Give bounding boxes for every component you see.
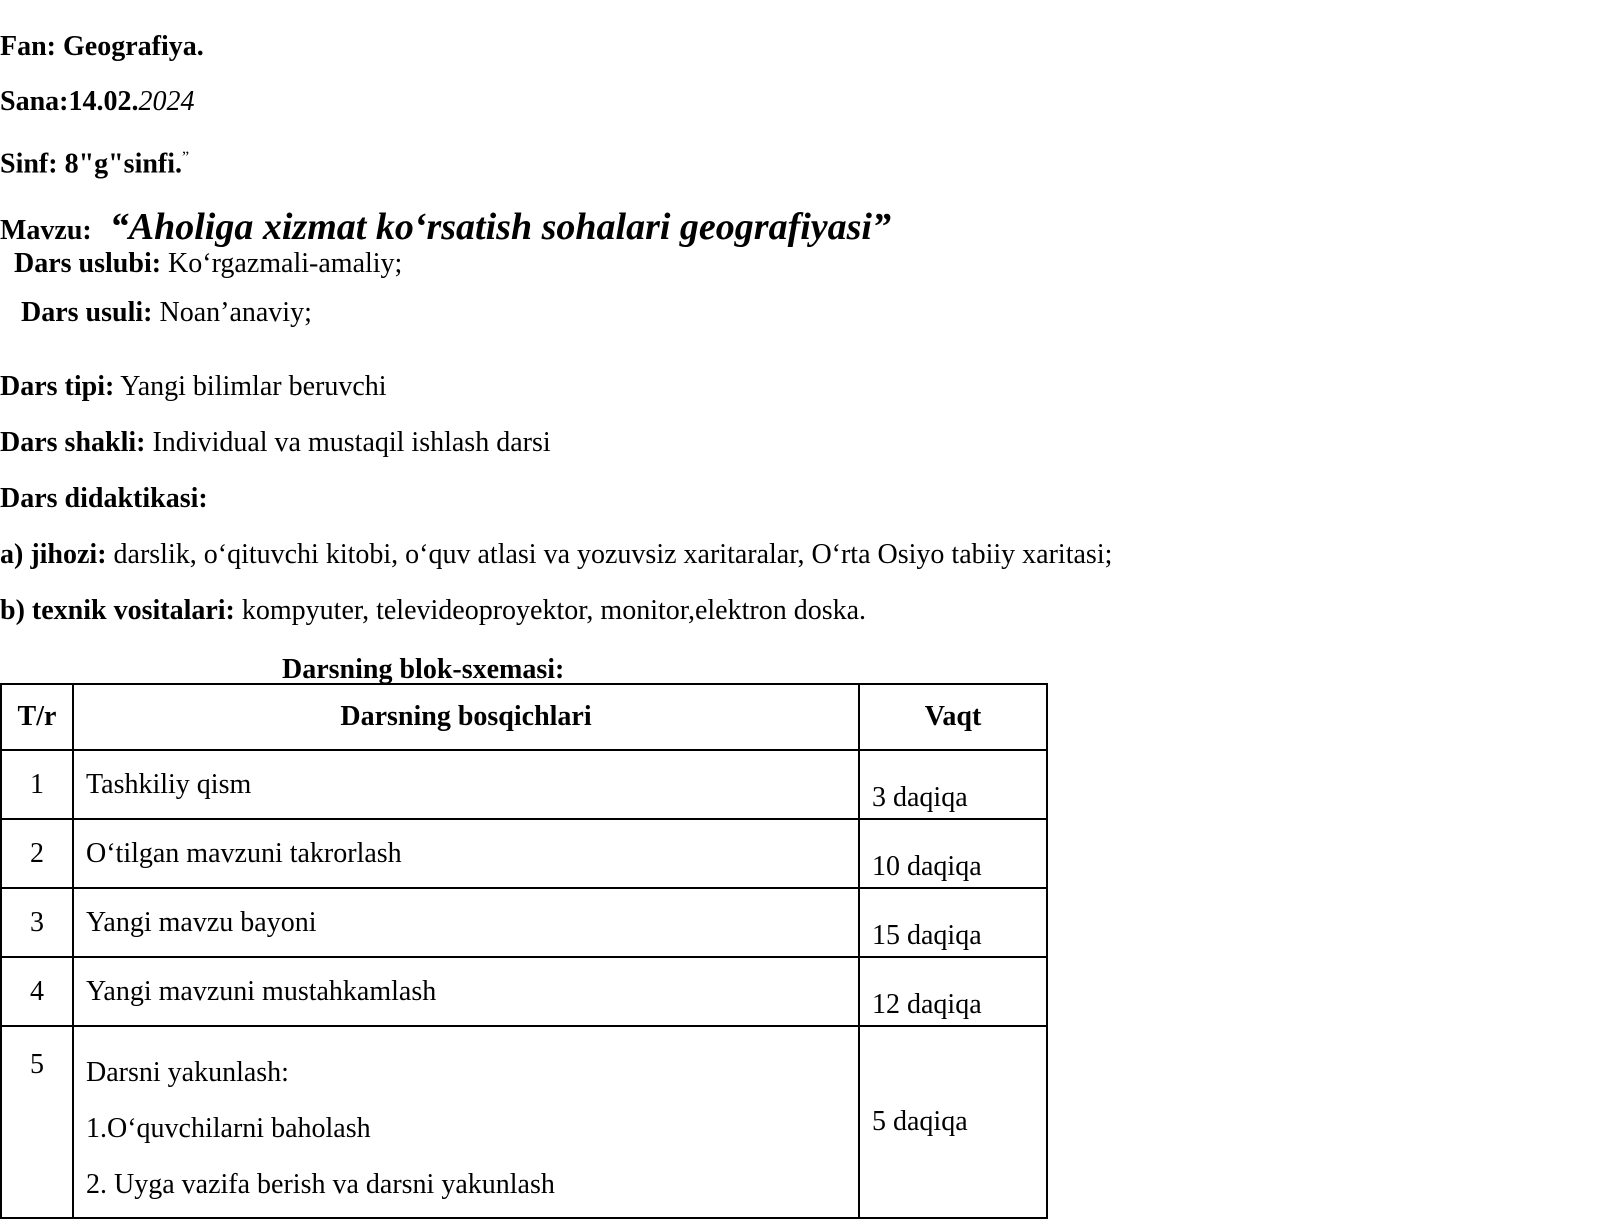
- row-time: 10 daqiqa: [859, 819, 1047, 888]
- row-stage: Tashkiliy qism: [73, 750, 859, 819]
- sinf-value: 8"g"sinfi.: [64, 148, 183, 180]
- jihozi-label: a) jihozi:: [0, 539, 107, 570]
- mavzu-label: Mavzu:: [0, 215, 92, 246]
- tipi-value: Yangi bilimlar beruvchi: [120, 371, 387, 402]
- table-row: [1, 957, 1047, 1026]
- stage-line: 2. Uyga vazifa berish va darsni yakunlash: [86, 1169, 555, 1200]
- texnik-label: b) texnik vositalari:: [0, 595, 235, 626]
- row-num: 5: [1, 1026, 73, 1218]
- row-time: 3 daqiqa: [859, 750, 1047, 819]
- tipi-line: [0, 370, 387, 404]
- texnik-line: [0, 594, 866, 628]
- lesson-scheme-table: [0, 683, 1048, 1219]
- stage-line: 1.O‘quvchilarni baholash: [86, 1113, 371, 1144]
- row-time: 5 daqiqa: [859, 1026, 1047, 1218]
- usuli-value: Noan’anaviy;: [159, 297, 312, 328]
- row-stage: Yangi mavzu bayoni: [73, 888, 859, 957]
- shakli-value: Individual va mustaqil ishlash darsi: [152, 427, 551, 458]
- header-num: T/r: [1, 684, 73, 750]
- table-row: [1, 750, 1047, 819]
- tipi-label: Dars tipi:: [0, 371, 115, 402]
- topic-title: “Aholiga xizmat ko‘rsatish sohalari geografiyasi”: [109, 206, 891, 248]
- usuli-label: Dars usuli:: [21, 297, 153, 328]
- table-row: [1, 819, 1047, 888]
- row-stage-multiline: [73, 1026, 859, 1218]
- didaktika-label: Dars didaktikasi:: [0, 483, 208, 514]
- shakli-label: Dars shakli:: [0, 427, 146, 458]
- uslubi-line: [14, 247, 402, 281]
- row-num: 3: [1, 888, 73, 957]
- row-num: 1: [1, 750, 73, 819]
- shakli-line: [0, 426, 551, 460]
- fan-label: Fan:: [0, 31, 56, 62]
- row-time: 12 daqiqa: [859, 957, 1047, 1026]
- sana-label: Sana:: [0, 86, 69, 117]
- sinf-mark: ”: [182, 149, 190, 166]
- header-time: Vaqt: [859, 684, 1047, 750]
- sana-year: 2024: [138, 86, 195, 117]
- stage-line: Darsni yakunlash:: [86, 1057, 289, 1088]
- scheme-title: Darsning blok-sxemasi:: [282, 654, 565, 685]
- fan-value: Geografiya.: [63, 31, 204, 62]
- sana-value: 14.02.: [68, 86, 139, 117]
- didaktika-line: [0, 482, 208, 516]
- jihozi-line: [0, 538, 1112, 572]
- sinf-label: Sinf:: [0, 148, 58, 180]
- texnik-value: kompyuter, televideoproyektor, monitor,elektron doska.: [241, 595, 867, 626]
- sana-line: [0, 85, 194, 119]
- table-row: [1, 1026, 1047, 1218]
- table-row: [1, 888, 1047, 957]
- table-header-row: [1, 684, 1047, 750]
- uslubi-label: Dars uslubi:: [14, 248, 162, 279]
- row-time: 15 daqiqa: [859, 888, 1047, 957]
- mavzu-line: [0, 205, 891, 253]
- usuli-line: [21, 296, 312, 330]
- sinf-line: [0, 141, 189, 181]
- uslubi-value: Ko‘rgazmali-amaliy;: [168, 248, 403, 279]
- row-stage: Yangi mavzuni mustahkamlash: [73, 957, 859, 1026]
- row-num: 4: [1, 957, 73, 1026]
- row-stage: O‘tilgan mavzuni takrorlash: [73, 819, 859, 888]
- jihozi-value: darslik, o‘qituvchi kitobi, o‘quv atlasi va yozuvsiz xaritaralar, O‘rta Osiyo tabiiy xaritasi;: [113, 539, 1113, 570]
- fan-line: [0, 30, 204, 64]
- header-stage: Darsning bosqichlari: [73, 684, 859, 750]
- row-num: 2: [1, 819, 73, 888]
